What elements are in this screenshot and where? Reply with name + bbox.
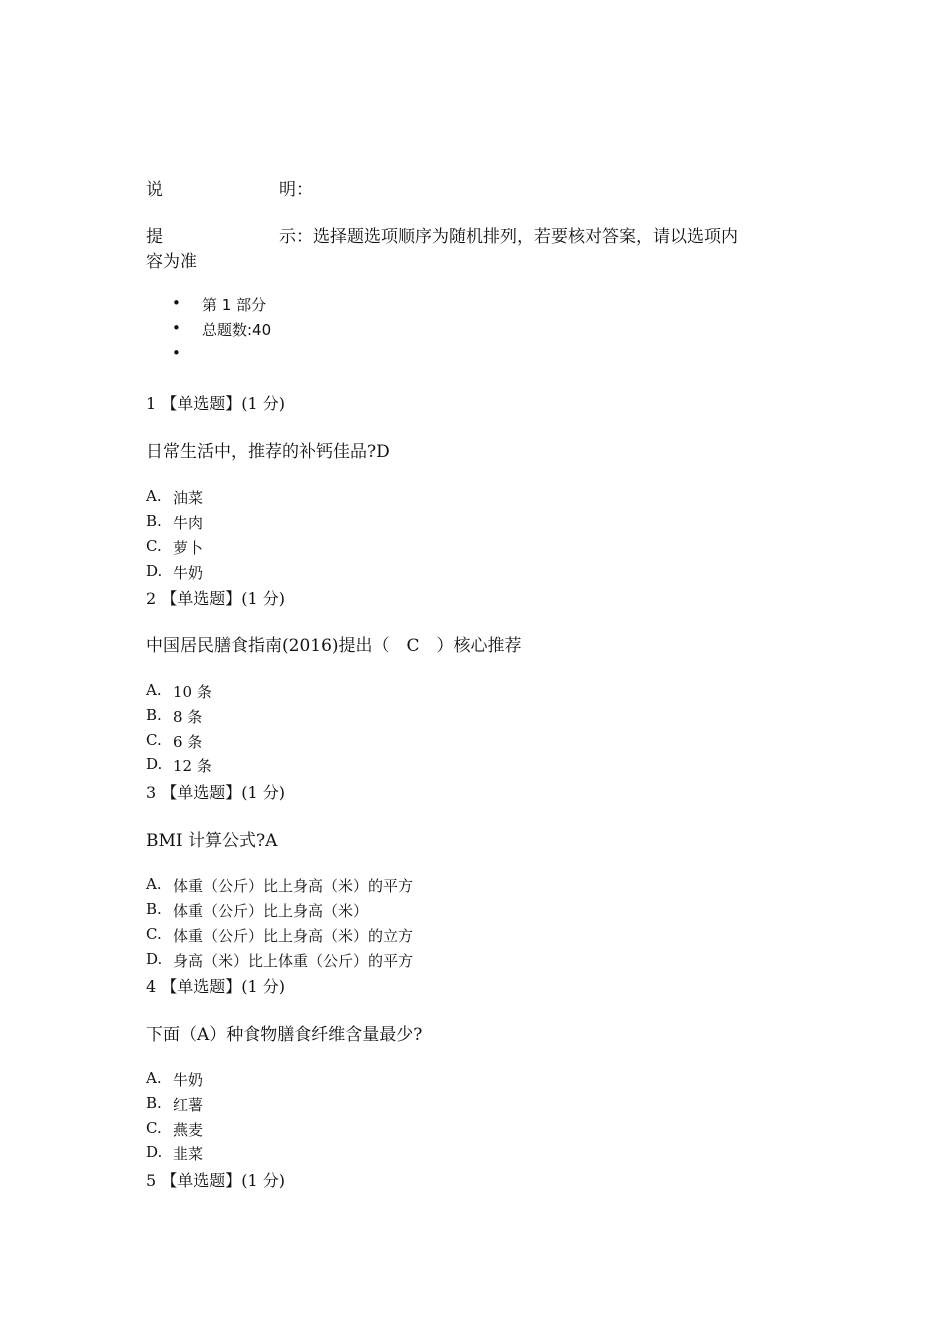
tip-label-a: 提 xyxy=(146,227,163,247)
option-key: A. xyxy=(146,875,162,893)
option-key: C. xyxy=(146,731,162,749)
option-key: D. xyxy=(146,950,163,968)
option-value: 韭菜 xyxy=(173,1145,204,1163)
option-key: D. xyxy=(146,562,163,580)
question-header: 4 【单选题】(1 分) xyxy=(146,977,286,996)
option-key: C. xyxy=(146,537,162,555)
option-key: A. xyxy=(146,681,162,699)
option-key: B. xyxy=(146,512,162,530)
option-value: 体重（公斤）比上身高（米） xyxy=(173,902,369,920)
option-key: B. xyxy=(146,1094,162,1112)
question-header: 1 【单选题】(1 分) xyxy=(146,394,286,413)
option-value: 身高（米）比上体重（公斤）的平方 xyxy=(173,952,414,970)
option-value: 萝卜 xyxy=(173,539,204,557)
question-header: 5 【单选题】(1 分) xyxy=(146,1171,286,1190)
option-value: 牛奶 xyxy=(173,1071,204,1089)
option-key: A. xyxy=(146,487,162,505)
question-text: 日常生活中，推荐的补钙佳品?D xyxy=(146,442,390,462)
option-value: 牛奶 xyxy=(173,564,204,582)
question-header: 3 【单选题】(1 分) xyxy=(146,783,286,802)
option-key: C. xyxy=(146,925,162,943)
option-value: 燕麦 xyxy=(173,1121,204,1139)
option-value: 8 条 xyxy=(173,708,203,726)
note-label-b: 明： xyxy=(279,180,313,200)
note-label-a: 说 xyxy=(146,180,163,200)
tip-label-b: 示：选择题选项顺序为随机排列，若要核对答案，请以选项内 xyxy=(279,227,738,247)
option-value: 12 条 xyxy=(173,757,212,775)
option-key: B. xyxy=(146,900,162,918)
option-value: 油菜 xyxy=(173,489,204,507)
tip-continuation: 容为准 xyxy=(146,252,197,272)
option-value: 体重（公斤）比上身高（米）的立方 xyxy=(173,927,414,945)
question-header: 2 【单选题】(1 分) xyxy=(146,589,286,608)
question-text: BMI 计算公式?A xyxy=(146,831,278,851)
option-key: C. xyxy=(146,1119,162,1137)
option-key: D. xyxy=(146,755,163,773)
option-value: 6 条 xyxy=(173,733,203,751)
option-key: D. xyxy=(146,1143,163,1161)
question-text: 下面（A）种食物膳食纤维含量最少? xyxy=(146,1025,423,1045)
option-value: 牛肉 xyxy=(173,514,204,532)
bullet-text: 第 1 部分 xyxy=(202,296,267,314)
option-value: 红薯 xyxy=(173,1096,204,1114)
question-text: 中国居民膳食指南(2016)提出（ C ）核心推荐 xyxy=(146,636,522,656)
option-key: A. xyxy=(146,1069,162,1087)
option-value: 10 条 xyxy=(173,683,212,701)
option-key: B. xyxy=(146,706,162,724)
document-page: 说 明： 提 示：选择题选项顺序为随机排列，若要核对答案，请以选项内 容为准 • 第 1 部分 • 总题数:40 • 1 【单选题】(1 分) 日常生活中，推荐的补钙佳品?D A. 油菜 B. 牛肉 C. 萝卜 D. 牛奶 2 【单选题】(1 分) 中国居民膳食指南(2016)提出（ C ）核心推荐 A. 10 条 B. 8 条 C. 6 条 D. 12 条 3 【单选题】(1 分) BMI 计算公式?A A. 体重（公斤）比上身高（米）的平方 B. 体重（公斤）比上身高（米） C. 体重（公斤）比上身高（米）的立方 D. 身高（米）比上体重（公斤）的平方 4 【单选题】(1 分) 下面（A）种食物膳食纤维含量最少? A. 牛奶 B. 红薯 C. 燕麦 D. 韭菜 5 【单选题】(1 分) xyxy=(0,0,950,1344)
bullet-text: 总题数:40 xyxy=(202,321,272,339)
option-value: 体重（公斤）比上身高（米）的平方 xyxy=(173,877,414,895)
